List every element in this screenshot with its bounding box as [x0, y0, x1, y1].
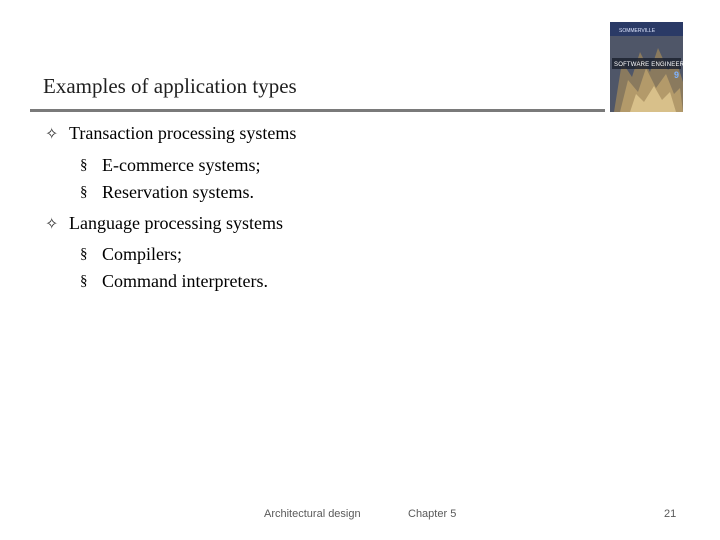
subbullet-text: Command interpreters. [102, 271, 268, 291]
bullet-language-processing [45, 213, 283, 234]
subbullet-text: E-commerce systems; [102, 155, 261, 175]
section-bullet-icon: § [80, 246, 88, 262]
footer-chapter: Chapter 5 [408, 508, 457, 520]
footer-page-number: 21 [664, 508, 677, 520]
title-divider [30, 109, 605, 112]
subbullet-ecommerce [80, 155, 260, 176]
subbullet-compilers [80, 244, 182, 265]
bullet-text: Language processing systems [69, 213, 283, 233]
subbullet-reservation [80, 182, 254, 203]
section-bullet-icon: § [80, 184, 88, 200]
footer-title: Architectural design [264, 508, 361, 520]
slide-title: Examples of application types [43, 74, 297, 98]
section-bullet-icon: § [80, 157, 88, 173]
bullet-text: Transaction processing systems [69, 123, 297, 143]
cover-edition: 9 [674, 70, 680, 80]
diamond-bullet-icon: ✧ [45, 214, 59, 233]
subbullet-text: Reservation systems. [102, 182, 254, 202]
bullet-transaction-processing [45, 123, 296, 144]
cover-title: SOFTWARE ENGINEERING [614, 62, 696, 68]
cover-author: SOMMERVILLE [619, 28, 656, 34]
book-cover-image [610, 22, 696, 112]
diamond-bullet-icon: ✧ [45, 124, 59, 143]
book-cover-illustration [610, 22, 696, 112]
subbullet-text: Compilers; [102, 244, 182, 264]
subbullet-command-interpreters [80, 271, 268, 292]
section-bullet-icon: § [80, 273, 88, 289]
